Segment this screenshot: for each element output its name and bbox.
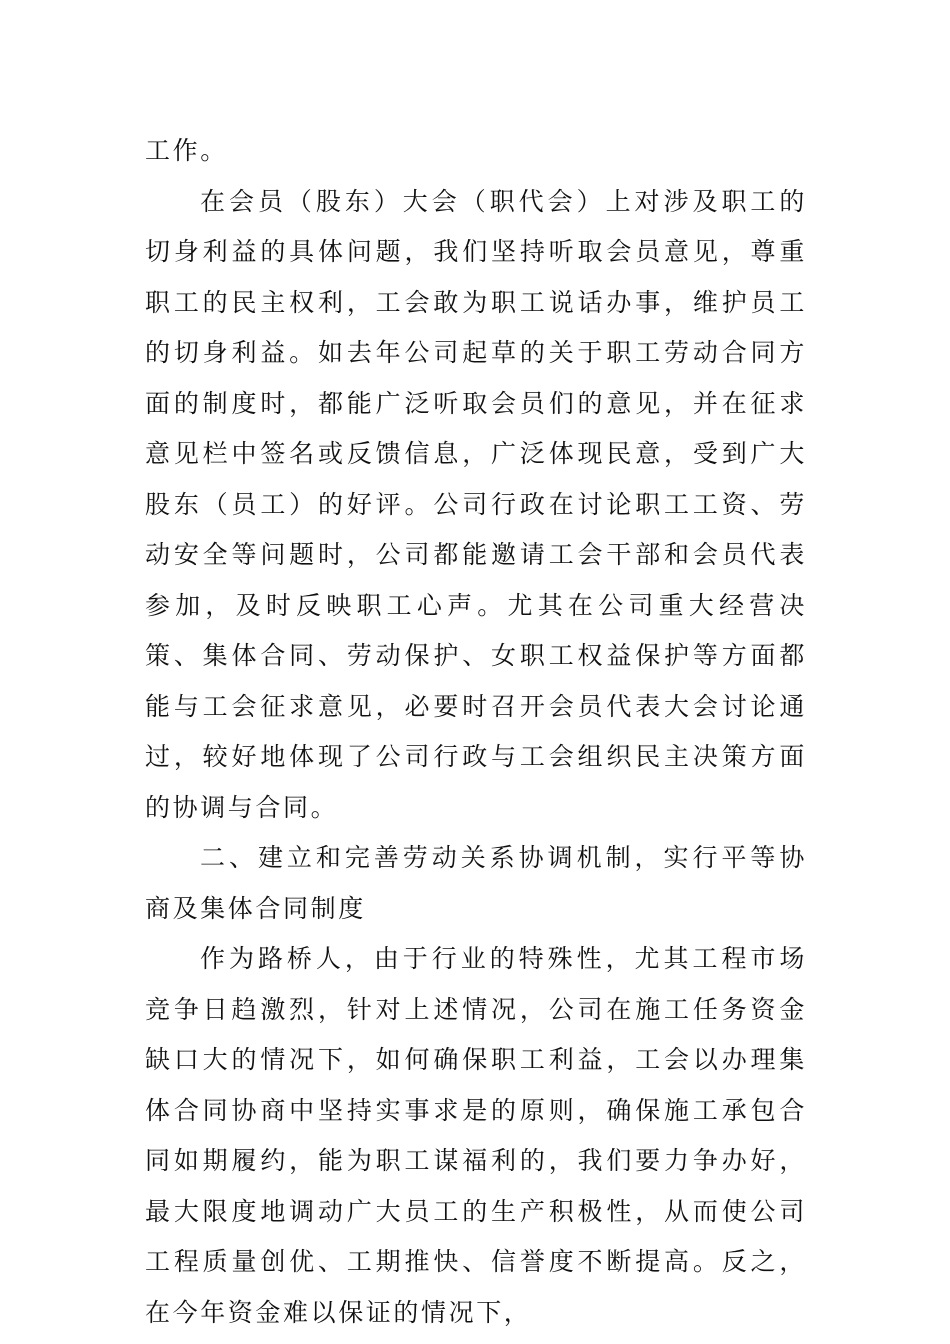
paragraph-road-bridge: 作为路桥人，由于行业的特殊性，尤其工程市场竞争日趋激烈，针对上述情况，公司在施工任务资金缺口大的情况下，如何确保职工利益，工会以办理集体合同协商中坚持实事求是的原则，确保施工承包合同如期履约，能为职工谋福利的，我们要力争办好，最大限度地调动广大员工的生产积极性，从而使公司工程质量创优、工期推快、信誉度不断提高。反之，在今年资金难以保证的情况下， <box>145 944 807 1327</box>
section-heading-labor-relations: 二、建立和完善劳动关系协调机制，实行平等协商及集体合同制度 <box>145 843 807 923</box>
paragraph-member-rights: 在会员（股东）大会（职代会）上对涉及职工的切身利益的具体问题，我们坚持听取会员意见，尊重职工的民主权利，工会敢为职工说话办事，维护员工的切身利益。如去年公司起草的关于职工劳动合同方面的制度时，都能广泛听取会员们的意见，并在征求意见栏中签名或反馈信息，广泛体现民意，受到广大股东（员工）的好评。公司行政在讨论职工工资、劳动安全等问题时，公司都能邀请工会干部和会员代表参加，及时反映职工心声。尤其在公司重大经营决策、集体合同、劳动保护、女职工权益保护等方面都能与工会征求意见，必要时召开会员代表大会讨论通过，较好地体现了公司行政与工会组织民主决策方面的协调与合同。 <box>145 186 807 822</box>
paragraph-continuation: 工作。 <box>145 136 228 165</box>
document-body <box>145 126 807 1338</box>
